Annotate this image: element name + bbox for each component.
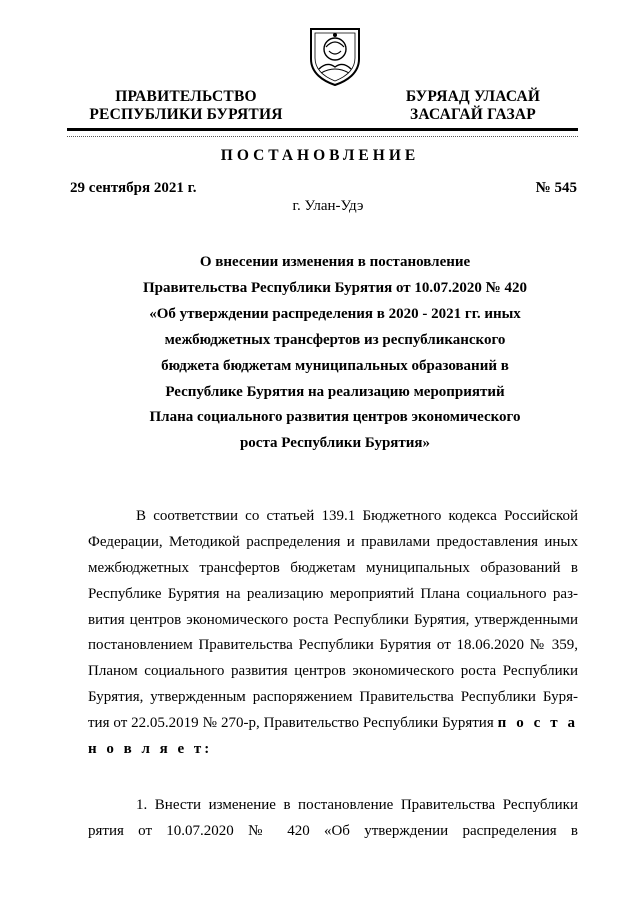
subject-line: бюджета бюджетам муниципальных образований в	[161, 357, 509, 374]
government-name-line: ЗАСАГАЙ ГАЗАР	[410, 106, 536, 123]
subject-line: О внесении изменения в постановление	[199, 254, 471, 270]
preamble-line: Бурятия, утвержденным распоряжением Правительства Республики Буря-	[88, 689, 578, 706]
preamble-paragraph	[88, 504, 578, 763]
header-rule-thick	[67, 128, 578, 131]
document-number: № 545	[535, 180, 577, 196]
subject-line: Плана социального развития центров экономического	[149, 409, 521, 426]
preamble-line-with-bold	[88, 711, 578, 737]
subject-line: Республике Бурятия на реализацию мероприятий	[165, 383, 505, 400]
header-rule-dotted	[67, 136, 578, 137]
subject-line: роста Республики Бурятия»	[239, 435, 431, 452]
government-name-line: РЕСПУБЛИКИ БУРЯТИЯ	[89, 106, 283, 123]
postanovlyaet-end: н о в л я е т:	[88, 741, 213, 758]
coat-of-arms-emblem	[307, 25, 363, 87]
document-subject	[120, 250, 550, 457]
subject-line: «Об утверждении распределения в 2020 - 2021 гг. иных	[149, 305, 521, 322]
item-1-line: рятия от 10.07.2020 № 420 «Об утверждении распределения в	[88, 822, 578, 839]
preamble-line: вития центров экономического роста Республики Бурятия, утвержденными	[88, 611, 578, 628]
preamble-line: постановлением Правительства Республики Бурятия от 18.06.2020 № 359,	[88, 637, 578, 654]
preamble-line: Федерации, Методикой распределения и правилами предоставления иных	[88, 533, 578, 550]
document-date: 29 сентября 2021 г.	[70, 180, 197, 196]
preamble-line	[88, 737, 578, 763]
postanovlyaet-start: п о с т а	[497, 715, 578, 732]
government-name-line: ПРАВИТЕЛЬСТВО	[115, 88, 257, 105]
preamble-line: Планом социального развития центров экономического роста Республики	[88, 663, 578, 680]
preamble-line: В соответствии со статьей 139.1 Бюджетного кодекса Российской	[136, 508, 578, 524]
government-name-line: БУРЯАД УЛАСАЙ	[405, 88, 541, 105]
preamble-line: Республике Бурятия на реализацию мероприятий Плана социального раз-	[88, 585, 578, 602]
item-1-paragraph	[88, 793, 578, 845]
item-1-line: 1. Внести изменение в постановление Правительства Республики	[136, 797, 578, 813]
subject-line: Правительства Республики Бурятия от 10.07.2020 № 420	[142, 279, 527, 296]
document-city: г. Улан-Удэ	[292, 198, 364, 214]
document-title: ПОСТАНОВЛЕНИЕ	[220, 147, 420, 164]
preamble-line-text: тия от 22.05.2019 № 270-р, Правительство Республики Бурятия	[88, 715, 494, 732]
government-name-russian	[86, 88, 286, 124]
government-name-buryat	[398, 88, 548, 124]
subject-line: межбюджетных трансфертов из республиканского	[164, 331, 506, 348]
preamble-line: межбюджетных трансфертов бюджетам муниципальных образований в	[88, 559, 578, 576]
